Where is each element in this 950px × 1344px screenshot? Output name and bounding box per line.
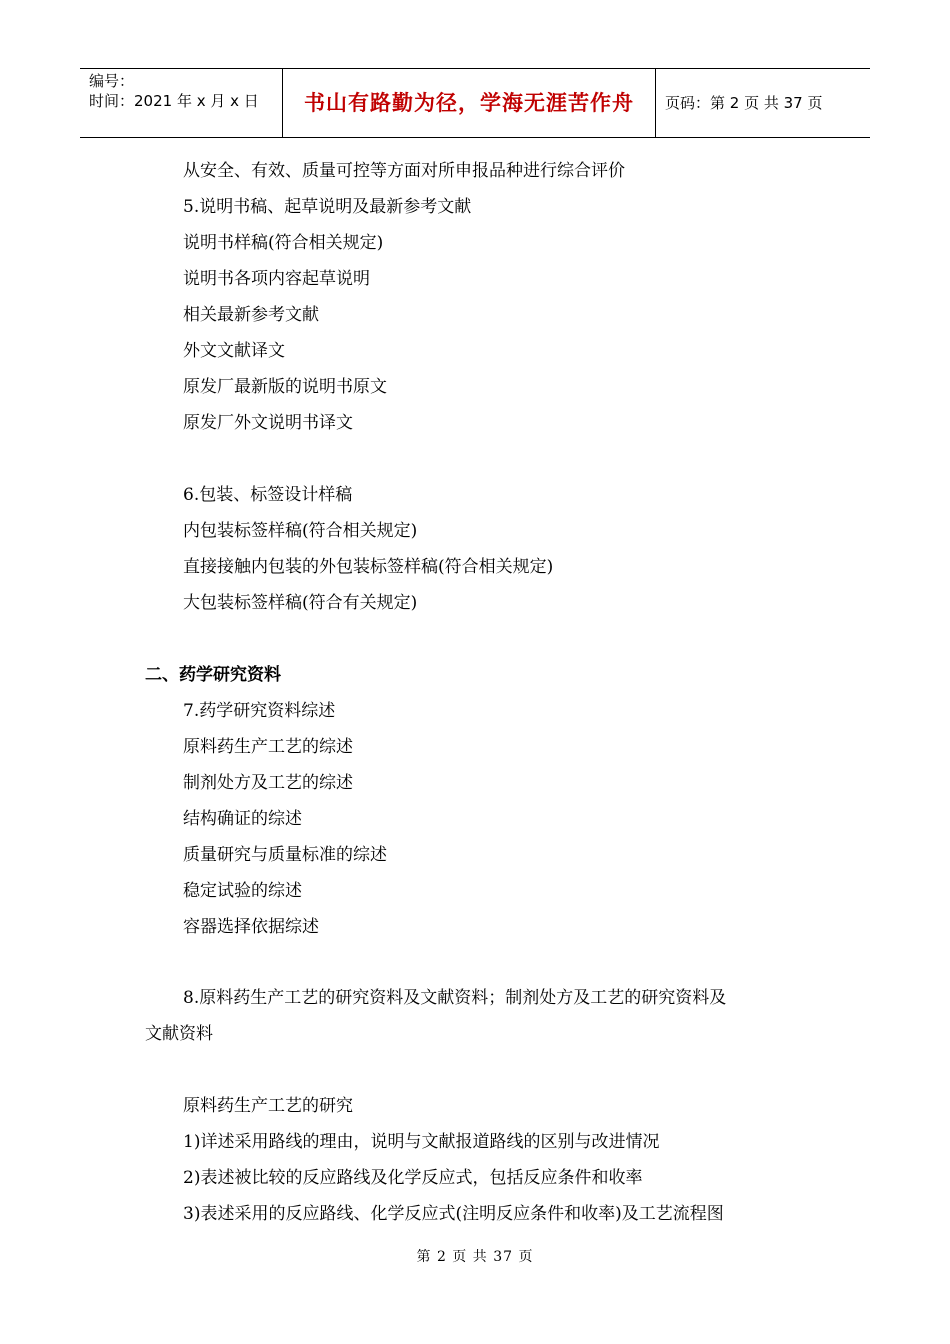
text-line: 说明书各项内容起草说明 bbox=[183, 269, 370, 289]
text-line: 直接接触内包装的外包装标签样稿(符合相关规定) bbox=[183, 557, 554, 577]
section-heading: 7.药学研究资料综述 bbox=[183, 701, 336, 721]
text-line: 3)表述采用的反应路线、化学反应式(注明反应条件和收率)及工艺流程图 bbox=[183, 1204, 724, 1224]
section-heading: 8.原料药生产工艺的研究资料及文献资料；制剂处方及工艺的研究资料及 bbox=[183, 988, 727, 1008]
text-line: 文献资料 bbox=[145, 1024, 213, 1044]
header-meta bbox=[80, 69, 283, 138]
page-label: 页码：第 2 页 共 37 页 bbox=[665, 94, 823, 112]
text-line: 原料药生产工艺的综述 bbox=[183, 737, 353, 757]
page-header bbox=[80, 68, 870, 138]
text-line: 原料药生产工艺的研究 bbox=[183, 1096, 353, 1116]
text-line: 说明书样稿(符合相关规定) bbox=[183, 233, 384, 253]
chapter-heading: 二、药学研究资料 bbox=[145, 665, 281, 685]
time-label: 时间：2021 年 x 月 x 日 bbox=[89, 92, 259, 110]
number-label: 编号： bbox=[89, 72, 135, 90]
header-page-cell bbox=[656, 69, 871, 138]
text-line: 从安全、有效、质量可控等方面对所申报品种进行综合评价 bbox=[183, 161, 625, 181]
header-motto-cell bbox=[283, 69, 656, 138]
text-line: 2)表述被比较的反应路线及化学反应式，包括反应条件和收率 bbox=[183, 1168, 643, 1188]
text-line: 结构确证的综述 bbox=[183, 809, 302, 829]
page-footer: 第 2 页 共 37 页 bbox=[416, 1249, 534, 1265]
text-line: 制剂处方及工艺的综述 bbox=[183, 773, 353, 793]
motto: 书山有路勤为径，学海无涯苦作舟 bbox=[304, 91, 634, 115]
text-line: 大包装标签样稿(符合有关规定) bbox=[183, 593, 418, 613]
section-heading: 5.说明书稿、起草说明及最新参考文献 bbox=[183, 197, 472, 217]
text-line: 1)详述采用路线的理由，说明与文献报道路线的区别与改进情况 bbox=[183, 1132, 660, 1152]
text-line: 相关最新参考文献 bbox=[183, 305, 319, 325]
text-line: 原发厂外文说明书译文 bbox=[183, 413, 353, 433]
text-line: 质量研究与质量标准的综述 bbox=[183, 845, 387, 865]
text-line: 内包装标签样稿(符合相关规定) bbox=[183, 521, 418, 541]
text-line: 外文文献译文 bbox=[183, 341, 285, 361]
text-line: 稳定试验的综述 bbox=[183, 881, 302, 901]
text-line: 容器选择依据综述 bbox=[183, 917, 319, 937]
text-line: 原发厂最新版的说明书原文 bbox=[183, 377, 387, 397]
section-heading: 6.包装、标签设计样稿 bbox=[183, 485, 353, 505]
